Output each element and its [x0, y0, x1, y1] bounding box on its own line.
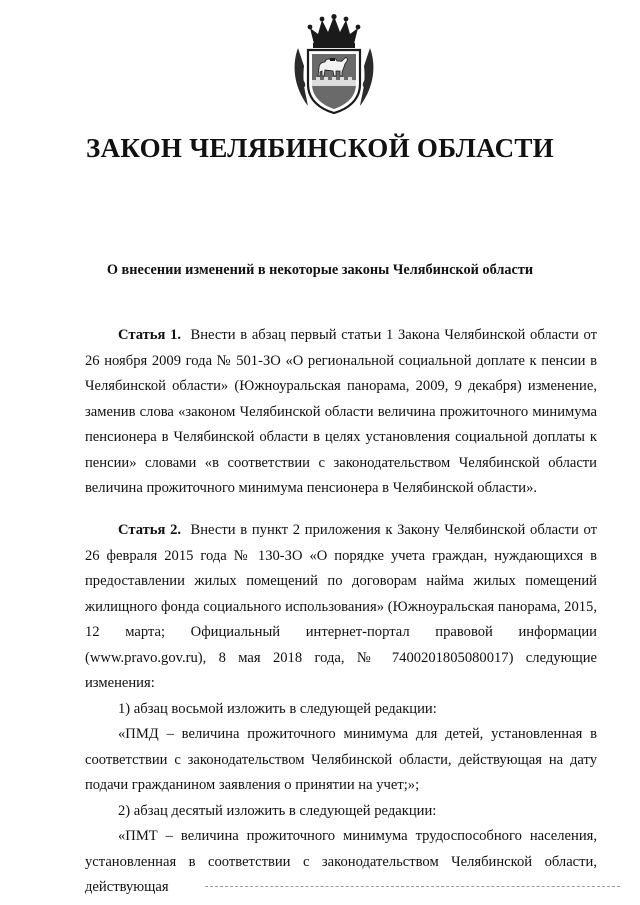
page-bottom-rule	[205, 886, 620, 887]
article-2-paragraph	[85, 518, 597, 697]
article-2-item-2-quote: «ПМТ – величина прожиточного минимума трудоспособного населения, установленная в соответствии с законодательством Челябинской области, действующая	[85, 828, 597, 895]
article-2-text: Внести в пункт 2 приложения к Закону Челябинской области от 26 февраля 2015 года № 130-ЗО «О порядке учета граждан, нуждающихся в предоставлении жилых помещений по договорам найма жилых помещений жилищного фонда социального использования» (Южноуральская панорама, 2015, 12 марта; Официальный интернет-портал правовой информации (www.pravo.gov.ru), 8 мая 2018 года, № 7400201805080017) следующие изменения:	[85, 522, 598, 691]
article-2	[85, 518, 597, 901]
article-1-paragraph	[85, 323, 597, 502]
article-1	[85, 323, 597, 502]
article-2-label: Статья 2.	[118, 522, 182, 538]
article-1-text: Внести в абзац первый статьи 1 Закона Челябинской области от 26 ноября 2009 года № 501-ЗО «О региональной социальной доплате к пенсии в Челябинской области» (Южноуральская панорама, 2009, 9 декабря) изменение, заменив слова «законом Челябинской области величина прожиточного минимума пенсионера в Челябинской области в целях установления социальной доплаты к пенсии» словами «в соответствии с законодательством Челябинской области величина прожиточного минимума пенсионера в Челябинской области».	[85, 327, 597, 496]
chelyabinsk-coat-of-arms-icon	[290, 14, 378, 114]
document-subtitle: О внесении изменений в некоторые законы Челябинской области	[106, 262, 534, 278]
article-2-item-2: 2) абзац десятый изложить в следующей редакции:	[118, 802, 437, 819]
article-2-item-1-quote: «ПМД – величина прожиточного минимума для детей, установленная в соответствии с законодательством Челябинской области, действующая на дату подачи гражданином заявления о принятии на учет;»;	[85, 726, 597, 793]
article-1-label: Статья 1.	[118, 327, 182, 343]
article-2-item-1: 1) абзац восьмой изложить в следующей редакции:	[118, 700, 437, 717]
document-title: ЗАКОН ЧЕЛЯБИНСКОЙ ОБЛАСТИ	[86, 133, 554, 163]
